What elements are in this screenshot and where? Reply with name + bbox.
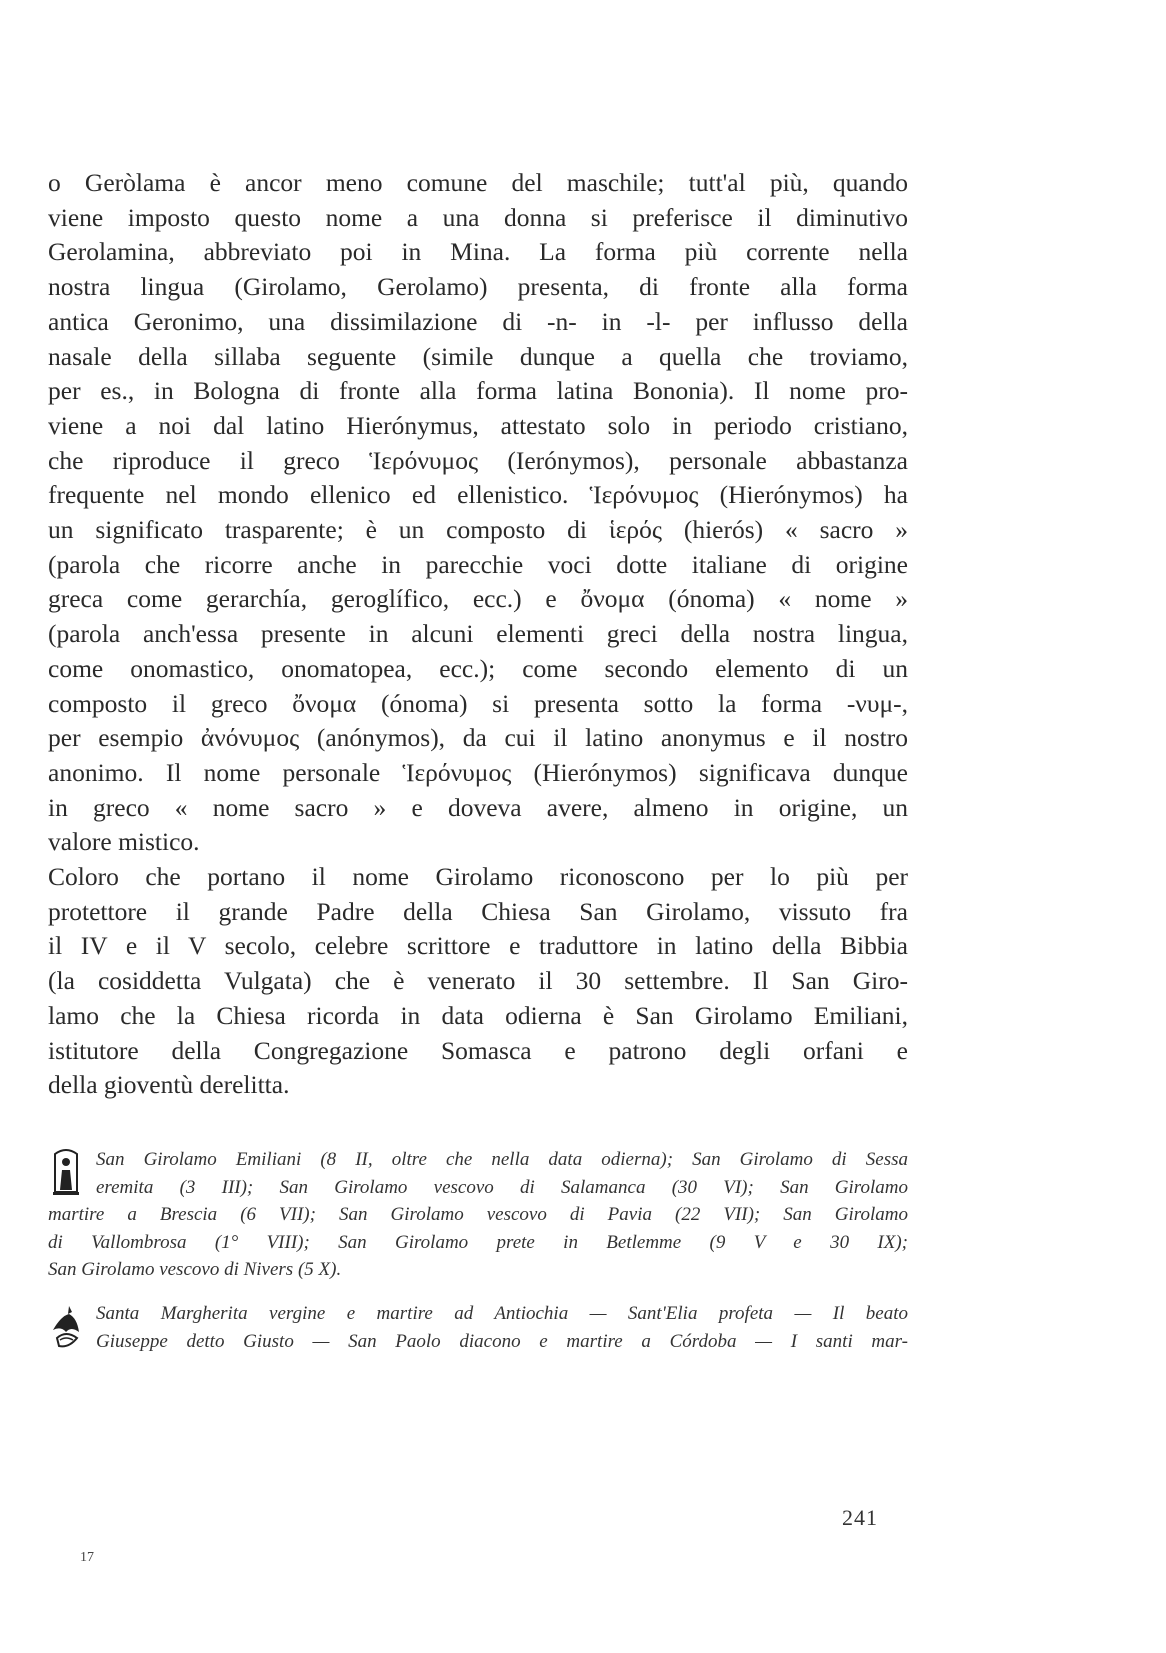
text-line: come onomastico, onomatopea, ecc.); come secondo elemento di un xyxy=(48,653,908,683)
text-line: viene imposto questo nome a una donna si preferisce il diminutivo xyxy=(48,202,908,232)
main-text xyxy=(48,166,908,1103)
text-line: un significato trasparente; è un composto di ἱερός (hierós) « sacro » xyxy=(48,515,908,545)
sheet-number: 17 xyxy=(80,1550,94,1565)
text-line: anonimo. Il nome personale Ἱερόνυμος (Hierónymos) significava dunque xyxy=(48,757,908,787)
saints-note xyxy=(48,1146,908,1284)
feast-note xyxy=(48,1300,908,1355)
text-line: (la cosiddetta Vulgata) che è venerato il 30 settembre. Il San Giro- xyxy=(48,966,908,996)
text-line: antica Geronimo, una dissimilazione di -n- in -l- per influsso della xyxy=(48,306,908,336)
page-number: 241 xyxy=(842,1505,878,1530)
text-line: greca come gerarchía, geroglífico, ecc.) e ὄνομα (ónoma) « nome » xyxy=(48,584,908,614)
text-line: protettore il grande Padre della Chiesa San Girolamo, vissuto fra xyxy=(48,896,908,926)
text-line: per esempio ἀνόνυμος (anónymos), da cui il latino anonymus e il nostro xyxy=(48,723,908,753)
note-line: Giuseppe detto Giusto — San Paolo diacono e martire a Córdoba — I santi mar- xyxy=(96,1330,908,1352)
text-line: (parola che ricorre anche in parecchie voci dotte italiane di origine xyxy=(48,549,908,579)
text-line: Gerolamina, abbreviato poi in Mina. La forma più corrente nella xyxy=(48,237,908,267)
note-line: eremita (3 III); San Girolamo vescovo di Salamanca (30 VI); San Girolamo xyxy=(96,1176,908,1198)
text-line: (parola anch'essa presente in alcuni elementi greci della nostra lingua, xyxy=(48,619,908,649)
text-line: in greco « nome sacro » e doveva avere, almeno in origine, un xyxy=(48,792,908,822)
text-line: lamo che la Chiesa ricorda in data odierna è San Girolamo Emiliani, xyxy=(48,1000,908,1030)
text-line: che riproduce il greco Ἱερόνυμος (Ierónymos), personale abbastanza xyxy=(48,445,908,475)
note-line: San Girolamo Emiliani (8 II, oltre che nella data odierna); San Girolamo di Sessa xyxy=(96,1149,908,1170)
text-line: nostra lingua (Girolamo, Gerolamo) presenta, di fronte alla forma xyxy=(48,272,908,302)
note-line: Santa Margherita vergine e martire ad Antiochia — Sant'Elia profeta — Il beato xyxy=(96,1303,908,1324)
text-line: viene a noi dal latino Hierónymus, attestato solo in periodo cristiano, xyxy=(48,410,908,440)
text-line: valore mistico. xyxy=(48,827,200,857)
note-line: di Vallombrosa (1° VIII); San Girolamo prete in Betlemme (9 V e 30 IX); xyxy=(48,1231,908,1253)
text-line: il IV e il V secolo, celebre scrittore e traduttore in latino della Bibbia xyxy=(48,931,908,961)
text-line: istitutore della Congregazione Somasca e patrono degli orfani e xyxy=(48,1035,908,1065)
text-line: composto il greco ὄνομα (ónoma) si presenta sotto la forma -νυμ-, xyxy=(48,688,908,718)
text-line: Coloro che portano il nome Girolamo riconoscono per lo più per xyxy=(48,862,908,892)
text-line: per es., in Bologna di fronte alla forma latina Bononia). Il nome pro- xyxy=(48,376,908,406)
text-line: della gioventù derelitta. xyxy=(48,1070,290,1100)
text-line: nasale della sillaba seguente (simile dunque a quella che troviamo, xyxy=(48,341,908,371)
text-line: o Geròlama è ancor meno comune del maschile; tutt'al più, quando xyxy=(48,168,908,197)
note-line: San Girolamo vescovo di Nivers (5 X). xyxy=(48,1259,342,1280)
text-line: frequente nel mondo ellenico ed ellenistico. Ἱερόνυμος (Hierónymos) ha xyxy=(48,480,908,510)
note-line: martire a Brescia (6 VII); San Girolamo vescovo di Pavia (22 VII); San Girolamo xyxy=(48,1204,908,1225)
